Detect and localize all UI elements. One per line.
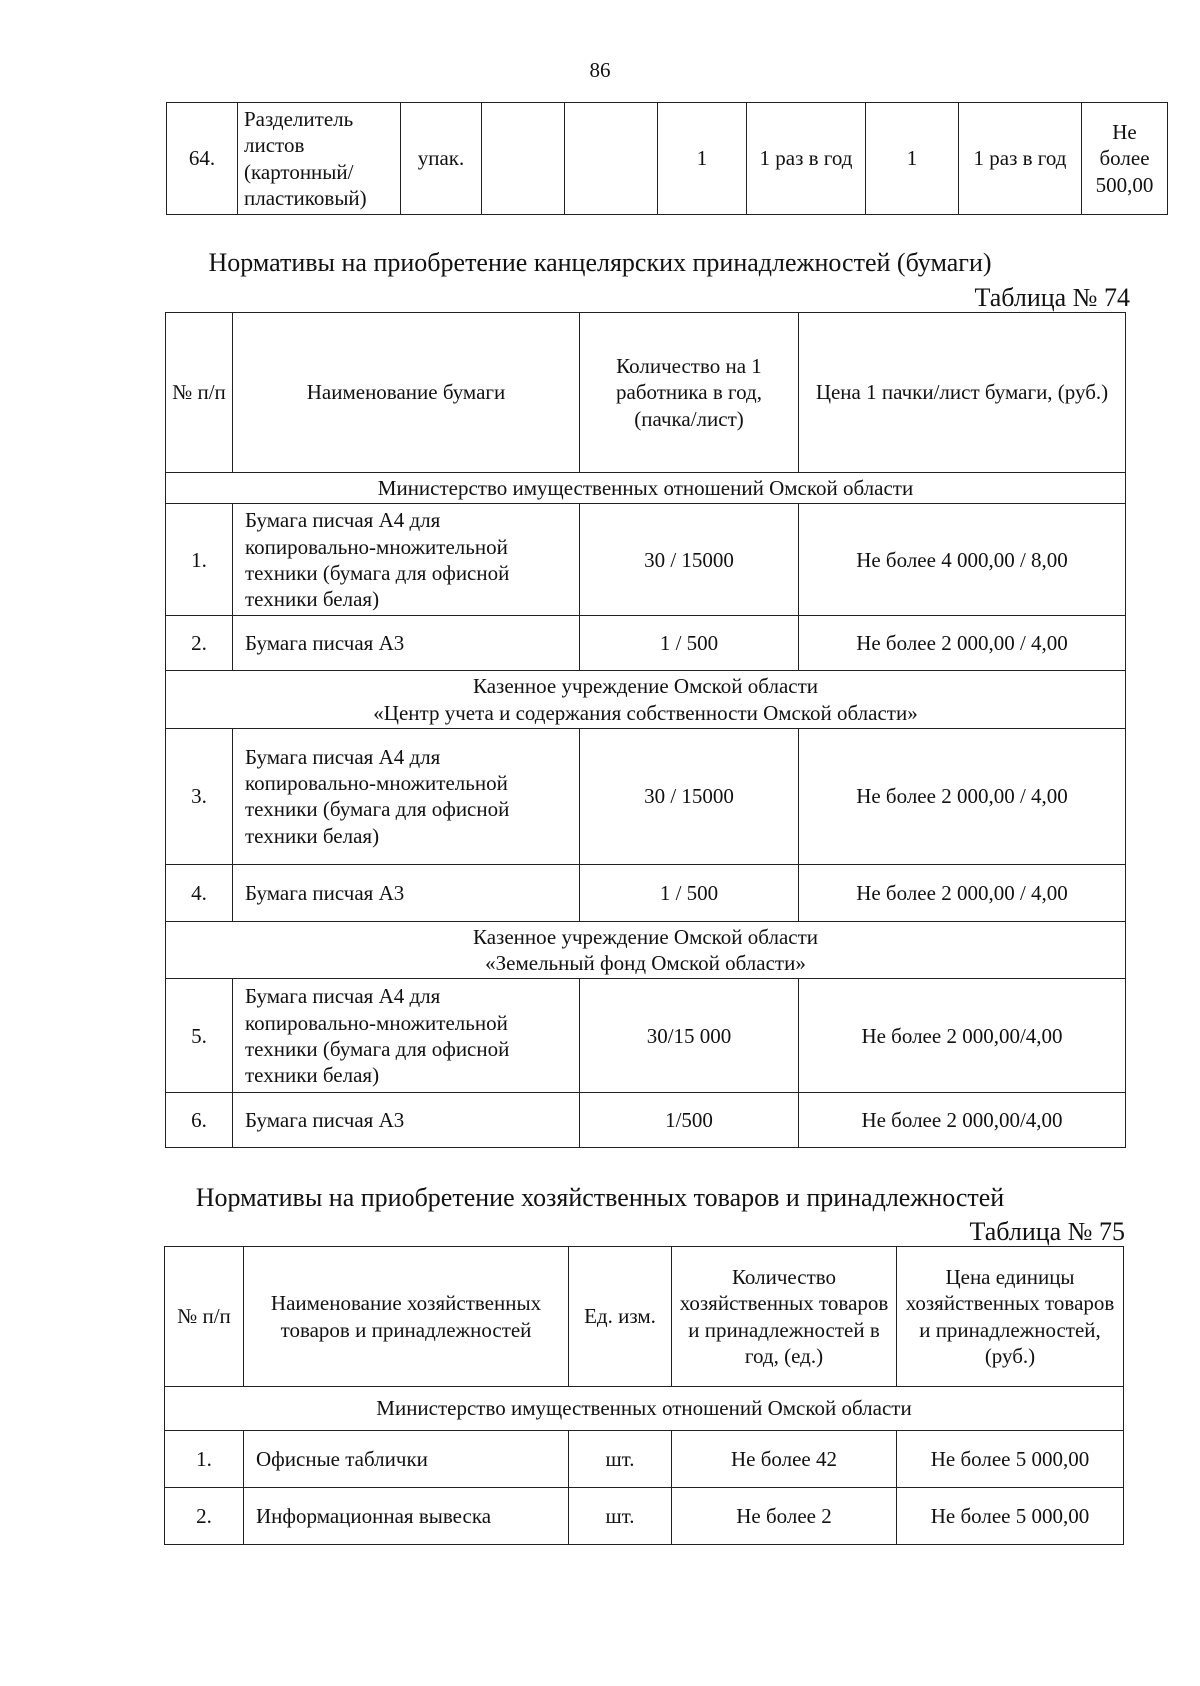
- section-heading: Нормативы на приобретение канцелярских принадлежностей (бумаги): [208, 248, 992, 277]
- table-row: [165, 1488, 1124, 1545]
- table-number: Таблица № 74: [974, 283, 1130, 312]
- table-row: [165, 1431, 1124, 1488]
- price: Не более 500,00: [1082, 103, 1168, 215]
- paper-price: Не более 2 000,00 / 4,00: [799, 616, 1126, 671]
- table-row: [167, 103, 1168, 215]
- header-qty: Количество хозяйственных товаров и принадлежностей в год, (ед.): [672, 1247, 897, 1387]
- paper-name: Бумага писчая А3: [233, 616, 580, 671]
- row-number: 2.: [165, 1488, 244, 1545]
- group-title: [166, 921, 1126, 979]
- paper-price: Не более 2 000,00/4,00: [799, 979, 1126, 1093]
- group-row: [166, 473, 1126, 504]
- row-number: 64.: [167, 103, 238, 215]
- group-title: [166, 473, 1126, 504]
- quantity: Не более 2: [672, 1488, 897, 1545]
- header-price: Цена 1 пачки/лист бумаги, (руб.): [799, 313, 1126, 473]
- table-row: [166, 979, 1126, 1093]
- item-name: Офисные таблички: [244, 1431, 569, 1488]
- frequency: 1 раз в год: [959, 103, 1082, 215]
- paper-price: Не более 2 000,00 / 4,00: [799, 864, 1126, 921]
- household-norms-table: [164, 1246, 1124, 1545]
- paper-qty: 30 / 15000: [580, 728, 799, 864]
- paper-name: Бумага писчая А4 для копировально-множительной техники (бумага для офисной техники белая): [233, 979, 580, 1093]
- row-number: 3.: [166, 728, 233, 864]
- header-num: № п/п: [166, 313, 233, 473]
- paper-norms-table: [165, 312, 1126, 1148]
- header-row: [165, 1247, 1124, 1387]
- paper-name: Бумага писчая А4 для копировально-множительной техники (бумага для офисной техники белая): [233, 728, 580, 864]
- item-name: Информационная вывеска: [244, 1488, 569, 1545]
- paper-name: Бумага писчая А3: [233, 1093, 580, 1148]
- continued-table: [166, 102, 1168, 215]
- section-heading: Нормативы на приобретение хозяйственных товаров и принадлежностей: [195, 1183, 1005, 1212]
- paper-name: Бумага писчая А4 для копировально-множительной техники (бумага для офисной техники белая): [233, 504, 580, 616]
- row-number: 5.: [166, 979, 233, 1093]
- quantity: 1: [866, 103, 959, 215]
- frequency: 1 раз в год: [747, 103, 866, 215]
- group-title: Министерство имущественных отношений Омской области: [165, 1387, 1124, 1431]
- paper-price: Не более 2 000,00 / 4,00: [799, 728, 1126, 864]
- paper-qty: 1 / 500: [580, 616, 799, 671]
- header-num: № п/п: [165, 1247, 244, 1387]
- table-row: [166, 728, 1126, 864]
- table-number: Таблица № 75: [969, 1217, 1125, 1246]
- group-title-line: Казенное учреждение Омской области: [472, 674, 818, 699]
- empty-cell: [565, 103, 658, 215]
- row-number: 4.: [166, 864, 233, 921]
- empty-cell: [482, 103, 565, 215]
- group-row: [165, 1387, 1124, 1431]
- page-number: 86: [589, 58, 611, 82]
- row-number: 1.: [166, 504, 233, 616]
- paper-name: Бумага писчая А3: [233, 864, 580, 921]
- quantity: 1: [658, 103, 747, 215]
- table-row: [166, 504, 1126, 616]
- unit: шт.: [569, 1488, 672, 1545]
- item-name: Разделитель листов (картонный/ пластиковый): [238, 103, 401, 215]
- group-title-line: «Земельный фонд Омской области»: [485, 951, 806, 975]
- header-price: Цена единицы хозяйственных товаров и принадлежностей, (руб.): [897, 1247, 1124, 1387]
- unit: упак.: [401, 103, 482, 215]
- unit: шт.: [569, 1431, 672, 1488]
- header-name: Наименование бумаги: [233, 313, 580, 473]
- paper-qty: 30 / 15000: [580, 504, 799, 616]
- quantity: Не более 42: [672, 1431, 897, 1488]
- header-row: [166, 313, 1126, 473]
- group-row: [166, 671, 1126, 729]
- paper-price: Не более 2 000,00/4,00: [799, 1093, 1126, 1148]
- group-title-line: «Центр учета и содержания собственности Омской области»: [373, 700, 918, 725]
- header-unit: Ед. изм.: [569, 1247, 672, 1387]
- group-title-line: Министерство имущественных отношений Омской области: [377, 476, 914, 500]
- row-number: 2.: [166, 616, 233, 671]
- header-qty: Количество на 1 работника в год, (пачка/лист): [580, 313, 799, 473]
- group-row: [166, 921, 1126, 979]
- row-number: 1.: [165, 1431, 244, 1488]
- table-row: [166, 616, 1126, 671]
- table-row: [166, 1093, 1126, 1148]
- paper-price: Не более 4 000,00 / 8,00: [799, 504, 1126, 616]
- price: Не более 5 000,00: [897, 1488, 1124, 1545]
- paper-qty: 1 / 500: [580, 864, 799, 921]
- header-name: Наименование хозяйственных товаров и принадлежностей: [244, 1247, 569, 1387]
- group-title-line: Казенное учреждение Омской области: [472, 924, 818, 949]
- price: Не более 5 000,00: [897, 1431, 1124, 1488]
- table-row: [166, 864, 1126, 921]
- paper-qty: 1/500: [580, 1093, 799, 1148]
- paper-qty: 30/15 000: [580, 979, 799, 1093]
- group-title: [166, 671, 1126, 729]
- row-number: 6.: [166, 1093, 233, 1148]
